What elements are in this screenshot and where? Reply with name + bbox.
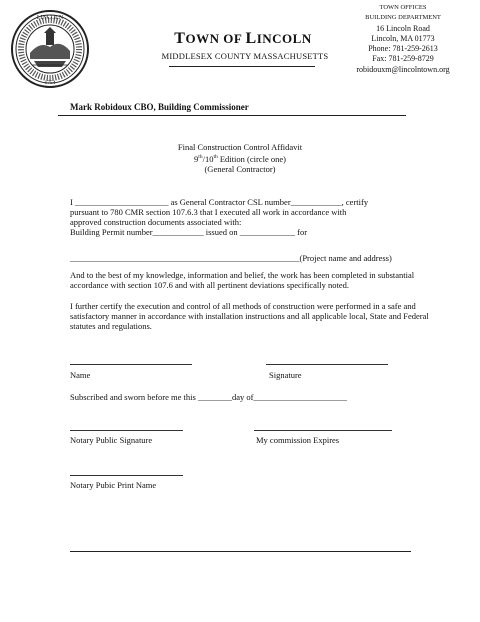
commission-label: My commission Expires	[256, 435, 340, 445]
county-subtitle: MIDDLESEX COUNTY MASSACHUSETTS	[161, 51, 329, 61]
name-line[interactable]	[70, 364, 192, 365]
affidavit-edition: 9th/10th Edition (circle one)	[194, 153, 286, 164]
address-line-2: Lincoln, MA 01773	[371, 33, 435, 43]
body-line: approved construction documents associated with:	[70, 217, 242, 227]
body-line: I ______________________ as General Contractor CSL number____________, certify	[70, 197, 369, 207]
knowledge-paragraph: And to the best of my knowledge, information and belief, the work has been completed in substantial accordance with section 107.6 and with all pertinent deviations specifically noted.	[70, 270, 415, 290]
affidavit-heading	[140, 142, 340, 174]
name-label: Name	[70, 370, 91, 380]
notary-signature-label: Notary Public Signature	[70, 435, 153, 445]
signature-label: Signature	[269, 370, 302, 380]
footer-divider	[70, 551, 411, 552]
affidavit-title: Final Construction Control Affidavit	[177, 142, 303, 152]
body-line: Building Permit number____________ issued on _____________ for	[70, 227, 308, 237]
commission-line[interactable]	[254, 430, 392, 431]
email-line: robidouxm@lincolntown.org	[356, 64, 450, 74]
seal-top-text: LINCOLN	[36, 15, 64, 21]
sworn-line: Subscribed and sworn before me this ________day of______________________	[70, 392, 347, 402]
fax-line: Fax: 781-259-8729	[372, 54, 434, 64]
page-title: TOWN OF LINCOLN	[174, 30, 312, 47]
body-line: pursuant to 780 CMR section 107.6.3 that I executed all work in accordance with	[70, 207, 347, 217]
certification-paragraph	[70, 197, 430, 237]
notary-print-line[interactable]	[70, 475, 183, 476]
project-line: ______________________________________________________(Project name and address)	[70, 253, 392, 263]
affidavit-role: (General Contractor)	[204, 163, 276, 174]
town-seal-icon	[10, 3, 90, 95]
notary-print-label: Notary Pubic Print Name	[70, 480, 157, 490]
further-certify-paragraph: I further certify the execution and control of all methods of construction were performed in a safe and satisfactory manner in accordance with installation instructions and all applicable local, State and Federal statutes and regulations.	[70, 301, 429, 331]
address-line-1: 16 Lincoln Road	[376, 23, 430, 33]
department-line: BUILDING DEPARTMENT	[365, 14, 441, 22]
offices-block	[338, 3, 468, 75]
offices-line: TOWN OFFICES	[379, 4, 427, 11]
notary-signature-line[interactable]	[70, 430, 183, 431]
signature-line[interactable]	[266, 364, 388, 365]
commissioner-name: Mark Robidoux CBO, Building Commissioner	[70, 102, 249, 112]
phone-line: Phone: 781-259-2613	[368, 44, 438, 54]
header-divider	[58, 115, 406, 116]
seal-year: 1754	[44, 80, 56, 86]
county-divider	[169, 66, 315, 67]
